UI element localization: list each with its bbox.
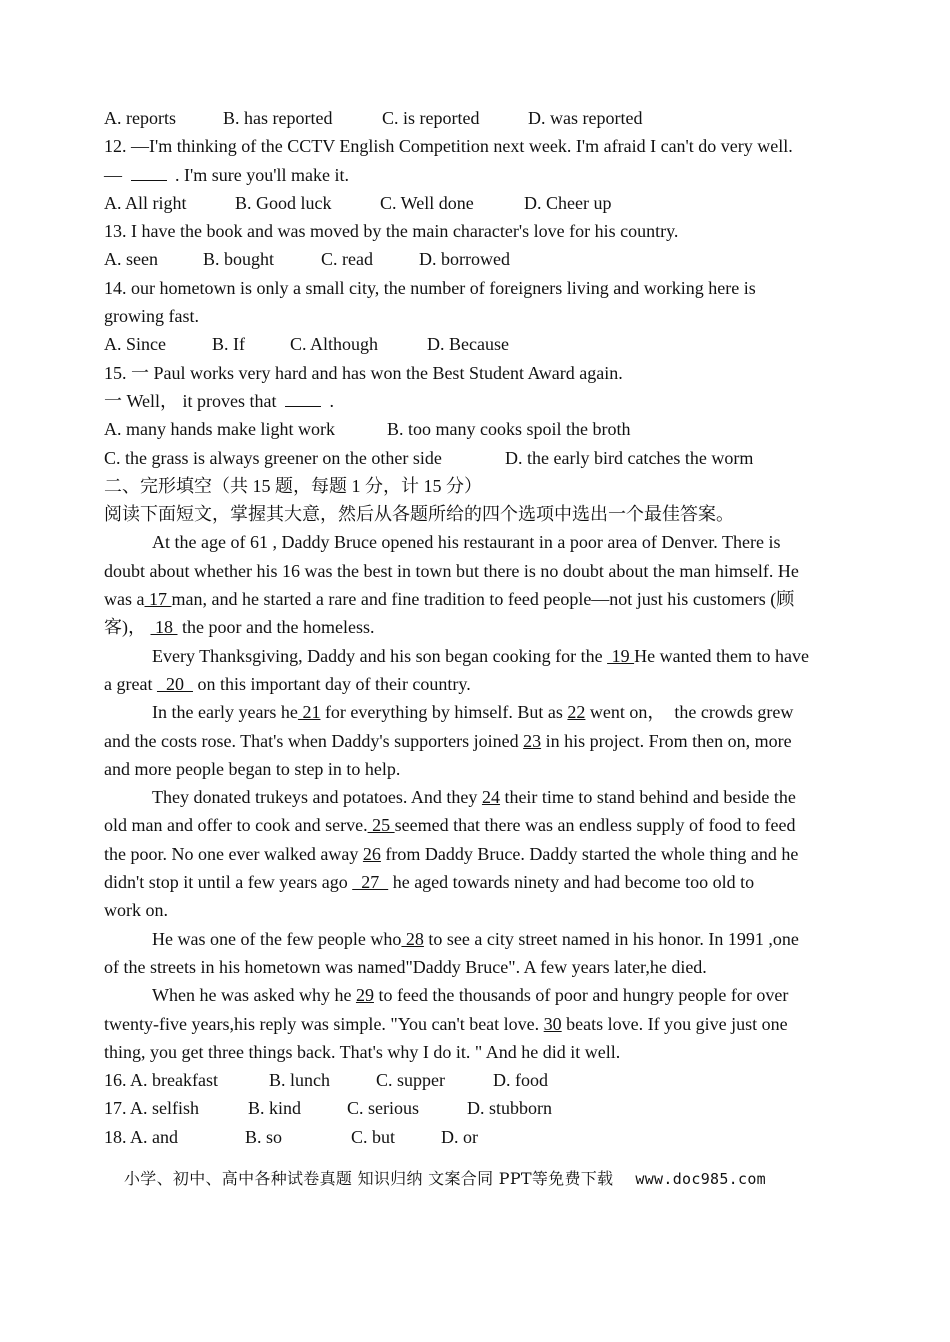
blank-28: 28 [401, 928, 424, 949]
q11-option-d: D. was reported [528, 108, 643, 128]
passage-text: a great [104, 673, 153, 694]
q18-option-a: 18. A. and [104, 1126, 178, 1147]
footer-text: 小学、初中、高中各种试卷真题 知识归纳 文案合同 PPT等免费下载 [124, 1169, 614, 1188]
passage-p4-line4 [104, 868, 849, 896]
passage-p2-line1 [104, 642, 849, 670]
q12-stem: 12. —I'm thinking of the CCTV English Competition next week. I'm afraid I can't do very well. [104, 136, 793, 157]
q15-options-row1 [104, 415, 849, 443]
passage-text: didn't stop it until a few years ago [104, 872, 348, 893]
passage-p5-line2: of the streets in his hometown was named"Daddy Bruce". A few years later,he died. [104, 956, 707, 977]
passage-text: on this important day of their country. [197, 673, 471, 694]
q16-option-b: B. lunch [269, 1070, 330, 1091]
q11-options [104, 104, 849, 132]
passage-p5-line1 [104, 925, 849, 953]
passage-text: and the costs rose. That's when Daddy's supporters joined [104, 730, 519, 751]
passage-text: was a [104, 589, 145, 610]
q18-option-d: D. or [441, 1126, 478, 1147]
passage-text: twenty-five years,his reply was simple. "You can't beat love. [104, 1013, 540, 1034]
passage-p4-line2 [104, 811, 849, 839]
blank-30: 30 [543, 1013, 562, 1034]
passage-p1-line3 [104, 585, 849, 613]
q15-option-c: C. the grass is always greener on the other side [104, 447, 442, 468]
passage-p4-line3 [104, 840, 849, 868]
q18-option-b: B. so [245, 1126, 283, 1147]
passage-text: to feed the thousands of poor and hungry people for over [378, 985, 789, 1006]
blank-23: 23 [523, 730, 542, 751]
q15-answer-blank [285, 390, 321, 407]
q16-option-c: C. supper [376, 1070, 445, 1091]
q13-options [104, 245, 849, 273]
passage-p1-line1: At the age of 61 , Daddy Bruce opened his restaurant in a poor area of Denver. There is [152, 532, 781, 553]
passage-text: went on， the crowds grew [589, 702, 794, 723]
q13-stem: 13. I have the book and was moved by the main character's love for his country. [104, 221, 679, 242]
passage-p6-line3: thing, you get three things back. That's why I do it. " And he did it well. [104, 1041, 621, 1062]
passage-p4-line5: work on. [104, 900, 168, 921]
q16-option-d: D. food [493, 1070, 548, 1091]
q14-option-b: B. If [212, 334, 245, 355]
passage-text: 客)， [104, 617, 146, 638]
q12-options [104, 189, 849, 217]
q15-option-a: A. many hands make light work [104, 419, 335, 440]
passage-text: for everything by himself. But as [324, 702, 563, 723]
q16-option-a: 16. A. breakfast [104, 1070, 218, 1091]
q16-options [104, 1066, 849, 1094]
passage-p2-line2 [104, 670, 849, 698]
q12-reply-prefix: — [104, 164, 122, 185]
passage-text: seemed that there was an endless supply of food to feed [394, 815, 796, 836]
passage-text: beats love. If you give just one [566, 1013, 788, 1034]
q12-option-b: B. Good luck [235, 192, 332, 213]
q15-option-b: B. too many cooks spoil the broth [387, 419, 631, 440]
passage-p1-line4 [104, 613, 849, 641]
blank-17: 17 [144, 589, 172, 610]
q15-stem: 15. 一 Paul works very hard and has won the Best Student Award again. [104, 362, 623, 383]
passage-text: he aged towards ninety and had become too old to [392, 872, 755, 893]
passage-text: to see a city street named in his honor. In 1991 ,one [428, 928, 799, 949]
blank-21: 21 [297, 702, 321, 723]
q15-options-row2 [104, 444, 849, 472]
q17-option-c: C. serious [347, 1098, 419, 1119]
q14-stem-line1: 14. our hometown is only a small city, the number of foreigners living and working here is [104, 277, 756, 298]
passage-p1-line2: doubt about whether his 16 was the best in town but there is no doubt about the man himself. He [104, 560, 799, 581]
blank-24: 24 [481, 787, 500, 808]
q12-option-d: D. Cheer up [524, 192, 612, 213]
q14-options [104, 330, 849, 358]
passage-text: old man and offer to cook and serve. [104, 815, 368, 836]
passage-text: In the early years he [152, 702, 298, 723]
q11-option-b: B. has reported [223, 108, 333, 128]
passage-text: the poor. No one ever walked away [104, 843, 359, 864]
blank-18: 18 [150, 617, 178, 638]
q17-option-d: D. stubborn [467, 1098, 552, 1119]
q13-option-c: C. read [321, 249, 373, 270]
page-footer [124, 1168, 766, 1190]
footer-url[interactable]: www.doc985.com [635, 1170, 767, 1188]
q11-option-c: C. is reported [382, 108, 480, 128]
blank-22: 22 [567, 702, 586, 723]
q13-option-a: A. seen [104, 249, 158, 270]
exam-page [104, 104, 849, 1151]
blank-29: 29 [355, 985, 374, 1006]
q12-reply-suffix: . I'm sure you'll make it. [175, 164, 349, 185]
q12-option-a: A. All right [104, 192, 187, 213]
q15-reply-prefix: 一 Well， it proves that [104, 390, 277, 411]
q11-option-a: A. reports [104, 108, 176, 128]
q15-reply [104, 387, 849, 415]
passage-p6-line2 [104, 1010, 849, 1038]
passage-p3-line1 [104, 698, 849, 726]
passage-text: man, and he started a rare and fine tradition to feed people—not just his customers (顾 [171, 589, 795, 610]
q14-option-d: D. Because [427, 334, 509, 355]
section2-instruction: 阅读下面短文，掌握其大意，然后从各题所给的四个选项中选出一个最佳答案。 [104, 504, 734, 525]
passage-text: He was one of the few people who [152, 928, 402, 949]
q14-option-c: C. Although [290, 334, 379, 355]
q12-answer-blank [131, 164, 167, 181]
q18-option-c: C. but [351, 1126, 396, 1147]
blank-25: 25 [367, 815, 395, 836]
blank-27: 27 [352, 872, 389, 893]
passage-text: When he was asked why he [152, 985, 352, 1006]
q13-option-b: B. bought [203, 249, 275, 270]
passage-p4-line1 [104, 783, 849, 811]
passage-text: the poor and the homeless. [182, 617, 375, 638]
passage-p3-line3: and more people began to step in to help. [104, 758, 401, 779]
q12-option-c: C. Well done [380, 192, 474, 213]
passage-text: from Daddy Bruce. Daddy started the whole thing and he [385, 843, 799, 864]
q13-option-d: D. borrowed [419, 249, 510, 270]
blank-26: 26 [362, 843, 381, 864]
q15-reply-suffix: . [329, 390, 335, 411]
q17-option-b: B. kind [248, 1098, 302, 1119]
passage-text: Every Thanksgiving, Daddy and his son began cooking for the [152, 645, 603, 666]
passage-text: They donated trukeys and potatoes. And they [152, 787, 478, 808]
blank-19: 19 [607, 645, 635, 666]
section2-heading: 二、完形填空（共 15 题，每题 1 分，计 15 分） [104, 475, 482, 496]
q18-options [104, 1123, 849, 1151]
passage-p6-line1 [104, 981, 849, 1009]
q12-reply [104, 161, 849, 189]
blank-20: 20 [156, 673, 193, 694]
q17-options [104, 1094, 849, 1122]
passage-p3-line2 [104, 727, 849, 755]
q14-stem-line2: growing fast. [104, 306, 199, 327]
q14-option-a: A. Since [104, 334, 166, 355]
passage-text: He wanted them to have [634, 645, 810, 666]
q17-option-a: 17. A. selfish [104, 1098, 200, 1119]
passage-text: in his project. From then on, more [545, 730, 792, 751]
passage-text: their time to stand behind and beside the [504, 787, 796, 808]
q15-option-d: D. the early bird catches the worm [505, 447, 754, 468]
